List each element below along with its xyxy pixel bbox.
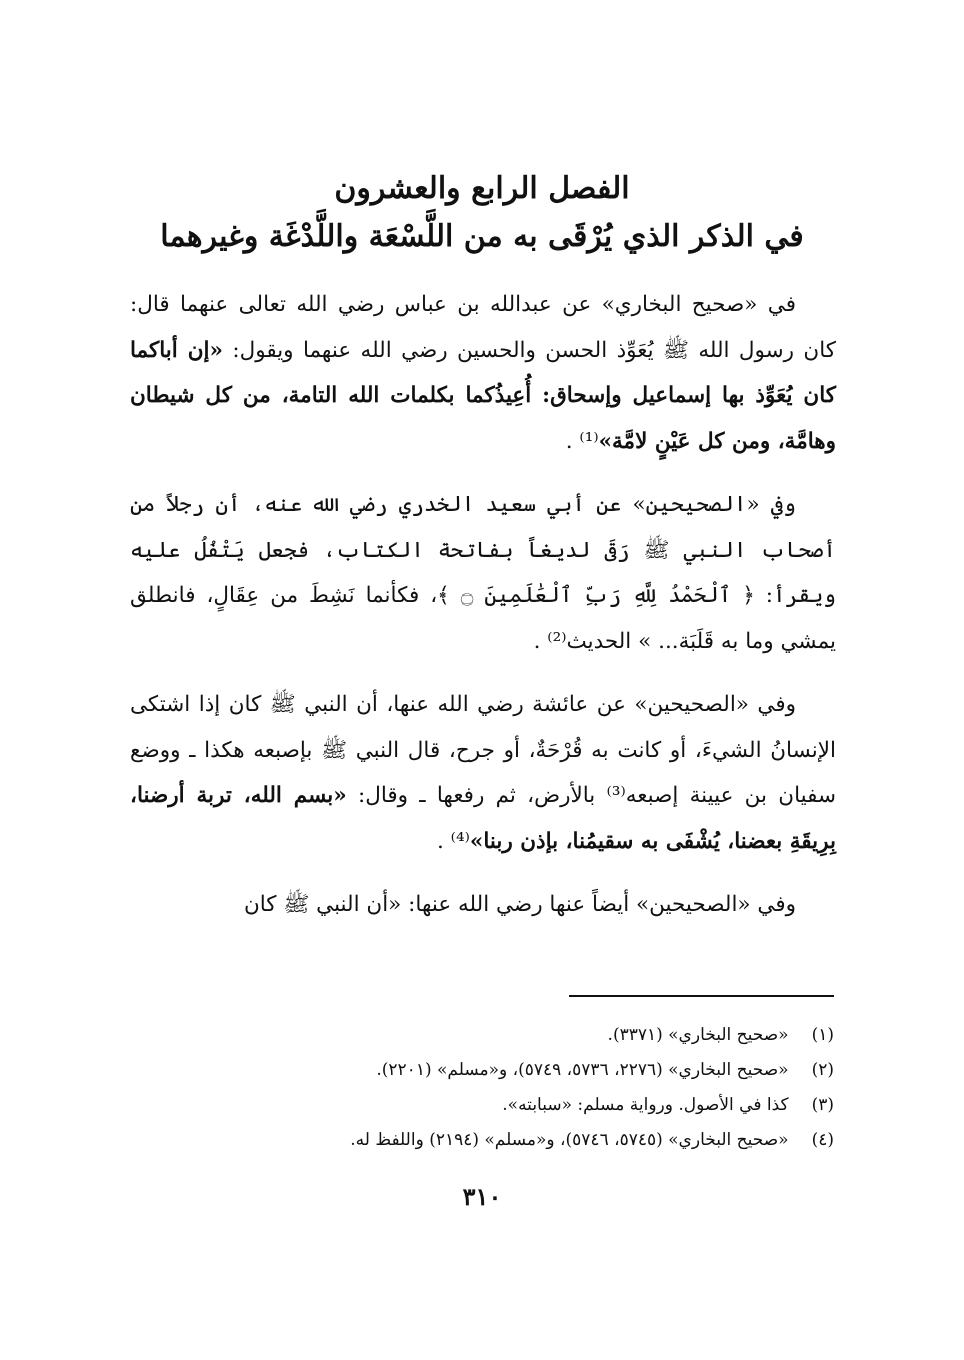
footnote-number: (٣): [811, 1095, 834, 1115]
footnote-number: (٤): [811, 1130, 834, 1150]
footnote-item: [130, 1018, 834, 1053]
page-number: ٣١٠: [462, 1182, 502, 1211]
footnote-number: (١): [811, 1025, 834, 1045]
footnote-item: [130, 1088, 834, 1123]
paragraph: [130, 882, 836, 928]
footnote-item: [130, 1123, 834, 1158]
footnotes: [130, 1018, 834, 1158]
footnote-text: «صحيح البخاري» (٢٢٧٦، ٥٧٣٦، ٥٧٤٩)، و«مسلم» (٢٢٠١).: [376, 1060, 789, 1080]
chapter-title: الفصل الرابع والعشرون: [334, 171, 630, 206]
paragraph: [130, 482, 836, 664]
body-text: [130, 282, 836, 928]
footnote-text: «صحيح البخاري» (٣٣٧١).: [607, 1025, 789, 1045]
hadith-quote: «إن أباكما كان يُعَوِّذ بها إسماعيل وإسحاق: أُعِيذُكما بكلمات الله التامة، من كل شيطان وهامَّة، ومن كل عَيْنٍ لامَّة»: [130, 337, 836, 454]
paragraph-text: وفي «الصحيحين» عن أبي سعيد الخدري رضي الله عنه، أن رجلاً من أصحاب النبي ﷺ رَقَى لديغاً بفاتحة الكتاب، فجعل يَتْفُلُ عليه ويقرأ: ﴿ ٱلْحَمْدُ لِلَّهِ رَبِّ ٱلْعَٰلَمِينَ ۝ ﴾، فكأنما نَشِطَ من عِقَالٍ، فانطلق يمشي وما به قَلَبَة... » الحديث⁽²⁾ .: [130, 492, 836, 654]
footnote-ref: ⁽¹⁾ .: [565, 428, 599, 454]
footnote-divider: [569, 995, 834, 997]
footnote-text: «صحيح البخاري» (٥٧٤٥، ٥٧٤٦)، و«مسلم» (٢١٩٤) واللفظ له.: [350, 1130, 789, 1150]
paragraph-text: وفي «الصحيحين» عن عائشة رضي الله عنها، أن النبي ﷺ كان إذا اشتكى الإنسانُ الشيءَ، أو كانت به قُرْحَةٌ، أو جرح، قال النبي ﷺ بإصبعه هكذا ـ ووضع سفيان بن عيينة إصبعه⁽³⁾ بالأرض، ثم رفعها ـ وقال:: [130, 692, 836, 808]
chapter-heading: [120, 165, 844, 261]
footnote-ref: ⁽⁴⁾ .: [437, 828, 470, 854]
paragraph-text: في «صحيح البخاري» عن عبدالله بن عباس رضي الله تعالى عنهما قال: كان رسول الله ﷺ يُعَوِّذ الحسن والحسين رضي الله عنهما ويقول:: [130, 292, 836, 363]
footnote-item: [130, 1053, 834, 1088]
hadith-quote: «بسم الله، تربة أرضنا، بِرِيقَةِ بعضنا، يُشْفَى به سقيمُنا، بإذن ربنا»: [130, 783, 836, 854]
paragraph-text: وفي «الصحيحين» أيضاً عنها رضي الله عنها: «أن النبي ﷺ كان: [243, 892, 796, 917]
paragraph: [130, 682, 836, 864]
footnote-number: (٢): [811, 1060, 834, 1080]
paragraph: [130, 282, 836, 464]
chapter-subtitle: في الذكر الذي يُرْقَى به من اللَّسْعَة واللَّدْغَة وغيرهما: [160, 219, 804, 254]
footnote-text: كذا في الأصول. ورواية مسلم: «سبابته».: [502, 1095, 789, 1115]
